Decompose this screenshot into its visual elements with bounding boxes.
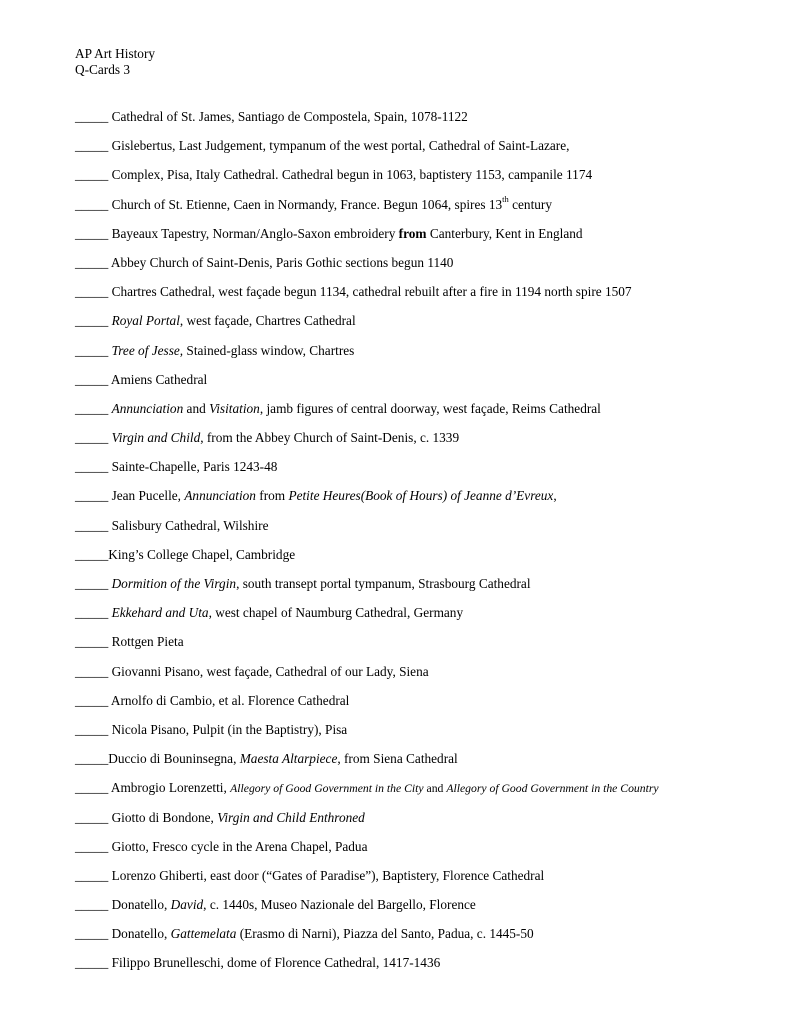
item-text: Giotto, Fresco cycle in the Arena Chapel, Padua — [108, 838, 368, 854]
list-item — [75, 400, 781, 429]
list-item — [75, 196, 781, 225]
list-item — [75, 225, 781, 254]
item-text: Cathedral of St. James, Santiago de Compostela, Spain, 1078-1122 — [108, 109, 468, 124]
item-text: Abbey Church of Saint-Denis, Paris Gothic sections begun 1140 — [108, 254, 454, 270]
list-item — [75, 779, 781, 808]
item-text: from — [255, 488, 289, 504]
answer-blank: _____ — [75, 225, 109, 241]
answer-blank: _____ — [75, 867, 109, 883]
list-item — [75, 575, 781, 604]
item-text: Giovanni Pisano, west façade, Cathedral of our Lady, Siena — [108, 663, 429, 679]
list-item — [75, 896, 781, 925]
list-item — [75, 166, 781, 195]
item-text: (Erasmo di Narni), Piazza del Santo, Padua, c. 1445-50 — [236, 926, 534, 942]
item-text: , from the Abbey Church of Saint-Denis, c. 1339 — [200, 430, 460, 446]
item-text: Gattemelata — [170, 926, 237, 942]
list-item — [75, 721, 781, 750]
item-text: Virgin and Child Enthroned — [217, 809, 365, 825]
answer-blank: _____ — [75, 517, 109, 533]
answer-blank: _____ — [75, 400, 109, 416]
answer-blank: _____ — [75, 692, 109, 708]
item-text: Complex, Pisa, Italy Cathedral. Cathedral begun in 1063, baptistery 1153, campanile 1174 — [108, 167, 593, 183]
answer-blank: _____ — [75, 546, 109, 562]
item-text: Allegory of Good Government in the City — [230, 782, 424, 796]
answer-blank: _____ — [75, 955, 109, 971]
answer-blank: _____ — [75, 459, 109, 475]
answer-blank: _____ — [75, 605, 109, 621]
list-item — [75, 663, 781, 692]
item-text: Duccio di Bouninsegna, — [108, 751, 240, 767]
answer-blank: _____ — [75, 926, 109, 942]
item-text: and — [423, 782, 447, 796]
item-text: Chartres Cathedral, west façade begun 1134, cathedral rebuilt after a fire in 1194 north spire 1507 — [108, 284, 632, 300]
item-text: , south transept portal tympanum, Strasbourg Cathedral — [236, 576, 531, 591]
list-item — [75, 137, 781, 166]
item-text: Lorenzo Ghiberti, east door (“Gates of Paradise”), Baptistery, Florence Cathedral — [108, 867, 545, 883]
item-text: Bayeaux Tapestry, Norman/Anglo-Saxon embroidery — [108, 225, 399, 241]
item-text: David — [170, 897, 204, 913]
item-text: Ambrogio Lorenzetti, — [108, 780, 231, 796]
item-text: Stained-glass window, Chartres — [183, 342, 355, 358]
item-text: Canterbury, Kent in England — [426, 225, 583, 241]
course-title: AP Art History — [75, 46, 156, 61]
item-text: Maesta Altarpiece — [239, 751, 338, 767]
list-item — [75, 371, 781, 400]
list-item — [75, 809, 781, 838]
item-text: and — [183, 400, 210, 416]
item-text: Ekkehard and Uta — [111, 605, 209, 621]
item-text: Dormition of the Virgin — [111, 576, 237, 591]
item-text: Gislebertus, Last Judgement, tympanum of the west portal, Cathedral of Saint-Lazare, — [108, 138, 570, 154]
list-item — [75, 342, 781, 371]
item-text: century — [508, 196, 552, 212]
item-text: Giotto di Bondone, — [108, 809, 218, 825]
item-text: Sainte-Chapelle, Paris 1243-48 — [108, 459, 278, 475]
answer-blank: _____ — [75, 809, 109, 825]
item-text: Nicola Pisano, Pulpit (in the Baptistry), Pisa — [108, 721, 348, 737]
item-text: Annunciation — [184, 488, 256, 504]
answer-blank: _____ — [75, 634, 109, 650]
item-text: King’s College Chapel, Cambridge — [108, 546, 296, 562]
list-item — [75, 429, 781, 458]
item-text: Donatello, — [108, 926, 171, 942]
answer-blank: _____ — [75, 196, 109, 212]
list-item — [75, 692, 781, 721]
list-item — [75, 254, 781, 283]
item-text: Virgin and Child — [111, 430, 201, 446]
item-text: Jean Pucelle, — [108, 488, 185, 504]
item-text: , — [553, 488, 557, 504]
item-text: Allegory of Good Government in the Country — [446, 782, 659, 796]
list-item — [75, 633, 781, 662]
item-text: , c. 1440s, Museo Nazionale del Bargello, Florence — [203, 897, 476, 913]
answer-blank: _____ — [75, 371, 109, 387]
item-text: Annunciation — [111, 400, 184, 416]
answer-blank: _____ — [75, 342, 109, 358]
answer-blank: _____ — [75, 576, 109, 591]
item-text: Rottgen Pieta — [108, 634, 184, 650]
item-text: Filippo Brunelleschi, dome of Florence Cathedral, 1417-1436 — [108, 955, 441, 971]
answer-blank: _____ — [75, 254, 109, 270]
list-item — [75, 517, 781, 546]
answer-blank: _____ — [75, 284, 109, 300]
document-subtitle: Q-Cards 3 — [75, 62, 131, 77]
list-item — [75, 954, 781, 983]
item-text: Royal Portal — [111, 313, 180, 329]
list-item — [75, 487, 781, 516]
item-text: Amiens Cathedral — [108, 371, 208, 387]
answer-blank: _____ — [75, 109, 109, 124]
answer-blank: _____ — [75, 780, 109, 796]
answer-blank: _____ — [75, 430, 109, 446]
answer-blank: _____ — [75, 838, 109, 854]
document-header — [75, 46, 771, 78]
item-text: th — [502, 194, 509, 205]
answer-blank: _____ — [75, 663, 109, 679]
answer-blank: _____ — [75, 721, 109, 737]
list-item — [75, 925, 781, 954]
list-item — [75, 458, 781, 487]
list-item — [75, 312, 781, 341]
list-item — [75, 750, 781, 779]
item-text: Church of St. Etienne, Caen in Normandy, France. Begun 1064, spires 13 — [108, 196, 503, 212]
answer-blank: _____ — [75, 897, 109, 913]
item-text: , jamb figures of central doorway, west façade, Reims Cathedral — [259, 400, 601, 416]
item-text: Donatello, — [108, 897, 171, 913]
item-text: , west façade, Chartres Cathedral — [179, 313, 356, 329]
list-item — [75, 108, 781, 137]
answer-blank: _____ — [75, 751, 109, 767]
item-text: Petite Heures(Book of Hours) of Jeanne d’Evreux — [288, 488, 554, 504]
list-item — [75, 867, 781, 896]
answer-blank: _____ — [75, 138, 109, 154]
item-text: Salisbury Cathedral, Wilshire — [108, 517, 269, 533]
answer-blank: _____ — [75, 488, 109, 504]
item-text: from — [398, 225, 427, 241]
list-item — [75, 283, 781, 312]
answer-blank: _____ — [75, 167, 109, 183]
q-card-list — [75, 108, 781, 984]
item-text: Tree of Jesse, — [111, 342, 184, 358]
item-text: Arnolfo di Cambio, et al. Florence Cathedral — [108, 692, 350, 708]
list-item — [75, 604, 781, 633]
item-text: Visitation — [209, 400, 260, 416]
list-item — [75, 838, 781, 867]
answer-blank: _____ — [75, 313, 109, 329]
item-text: , from Siena Cathedral — [337, 751, 458, 767]
item-text: , west chapel of Naumburg Cathedral, Germany — [208, 605, 464, 621]
list-item — [75, 546, 781, 575]
